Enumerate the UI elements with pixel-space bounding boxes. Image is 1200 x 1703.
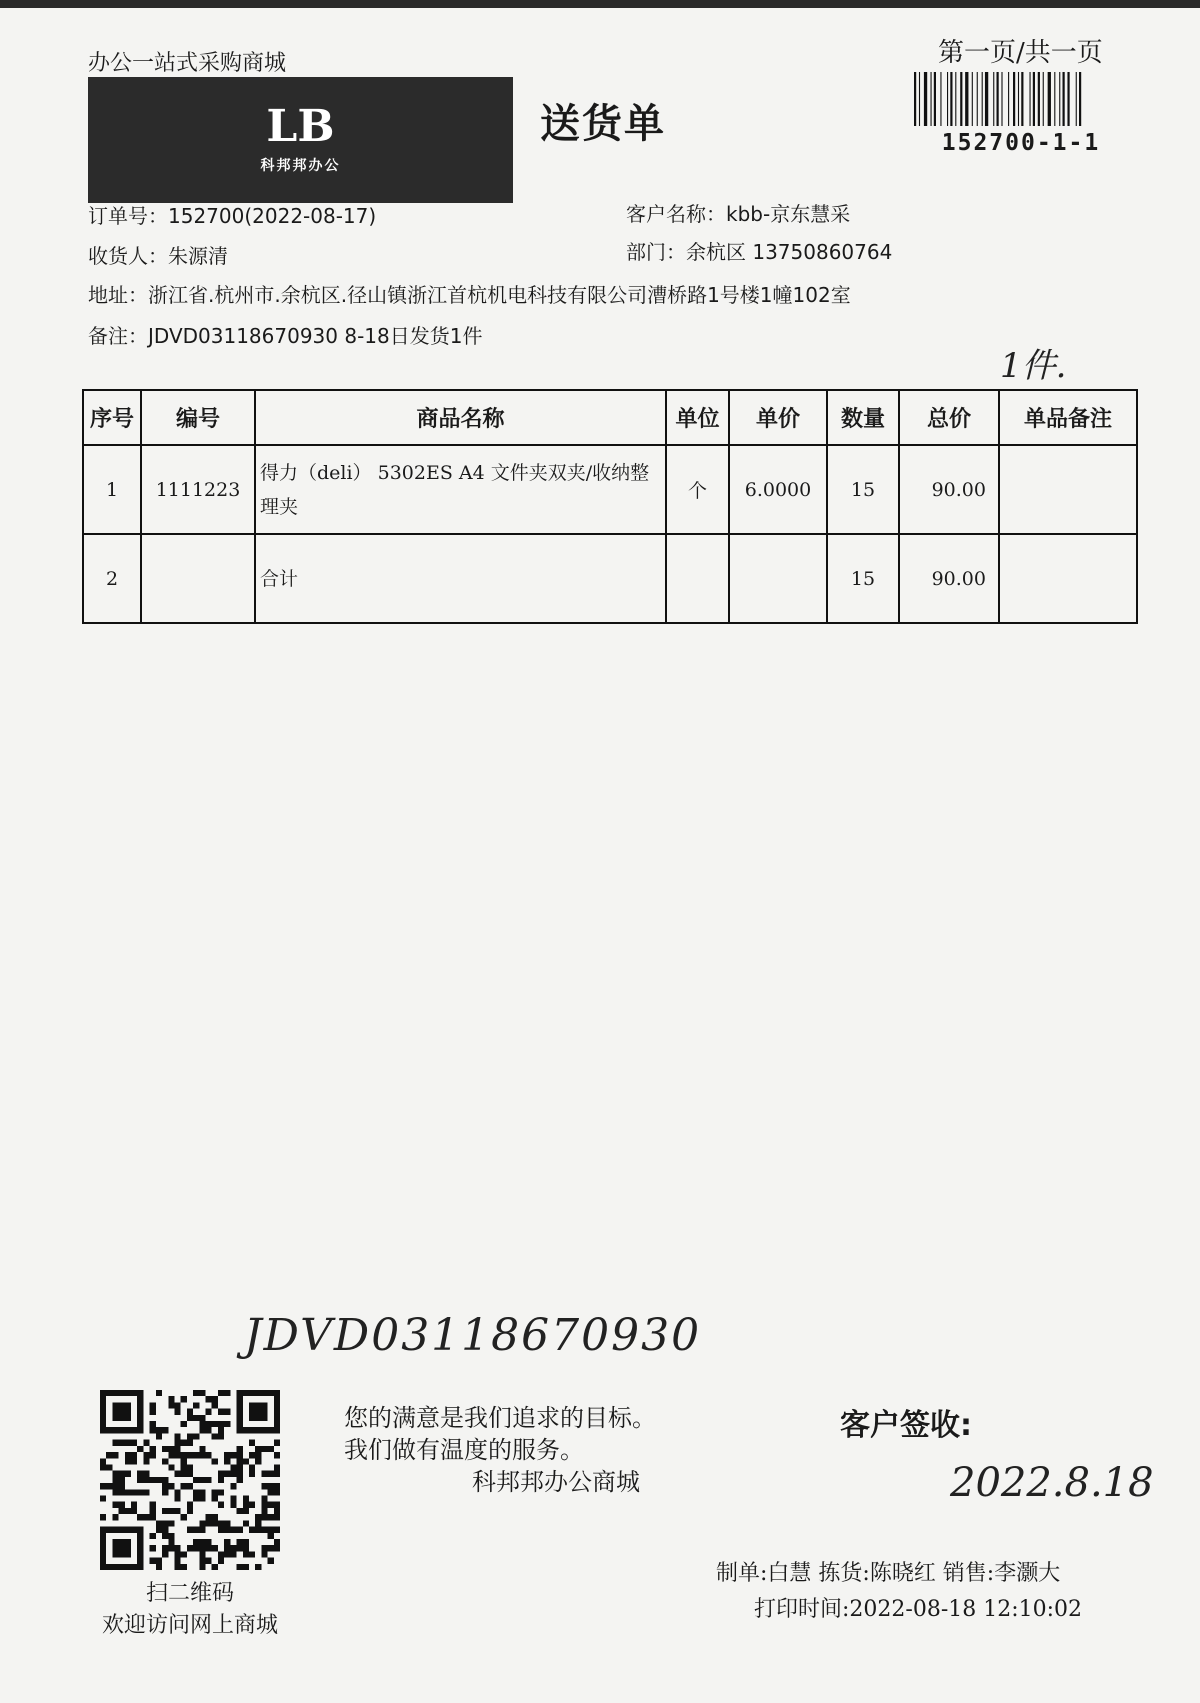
- staff-line: 制单:白慧 拣货:陈晓红 销售:李灏大: [716, 1561, 1061, 1586]
- cell-item-note: [999, 534, 1137, 623]
- cell-code: 1111223: [141, 445, 255, 534]
- qr-caption-visit: 欢迎访问网上商城: [101, 1613, 278, 1638]
- header-item-note: 单品备注: [999, 390, 1137, 445]
- barcode: [914, 72, 1128, 126]
- header-quantity: 数量: [827, 390, 899, 445]
- header-unit-price: 单价: [729, 390, 827, 445]
- handwritten-tracking-number: JDVD03118670930: [244, 1310, 702, 1361]
- company-logo: [88, 77, 513, 203]
- cell-unit-price: [729, 534, 827, 623]
- logo-mark: LB: [266, 101, 335, 152]
- cell-product-name: 得力（deli） 5302ES A4 文件夹双夹/收纳整理夹: [255, 445, 666, 534]
- header-product-name: 商品名称: [255, 390, 666, 445]
- cell-quantity: 15: [827, 534, 899, 623]
- items-table: [82, 389, 1138, 624]
- cell-total: 90.00: [899, 534, 999, 623]
- department: 部门：余杭区 13750860764: [626, 240, 893, 264]
- handwritten-sign-date: 2022.8.18: [950, 1460, 1154, 1506]
- qr-code: [100, 1390, 280, 1570]
- slogan-line-3: 科邦邦办公商城: [472, 1468, 640, 1496]
- barcode-number: 152700-1-1: [941, 130, 1101, 156]
- header-seq: 序号: [83, 390, 141, 445]
- header-total: 总价: [899, 390, 999, 445]
- header-code: 编号: [141, 390, 255, 445]
- cell-quantity: 15: [827, 445, 899, 534]
- order-number: 订单号：152700(2022-08-17): [88, 204, 377, 228]
- cell-item-note: [999, 445, 1137, 534]
- cell-code: [141, 534, 255, 623]
- customer-name: 客户名称：kbb-京东慧采: [626, 202, 851, 226]
- remark: 备注：JDVD03118670930 8-18日发货1件: [88, 324, 483, 348]
- slogan-line-1: 您的满意是我们追求的目标。: [344, 1404, 656, 1432]
- cell-unit: [666, 534, 729, 623]
- cell-product-name: 合计: [255, 534, 666, 623]
- qr-caption-scan: 扫二维码: [145, 1581, 234, 1606]
- mall-name: 办公一站式采购商城: [88, 51, 287, 76]
- cell-unit: 个: [666, 445, 729, 534]
- print-time: 打印时间:2022-08-18 12:10:02: [754, 1597, 1083, 1622]
- handwritten-quantity-note: 1件.: [1000, 346, 1067, 386]
- cell-total: 90.00: [899, 445, 999, 534]
- table-row: [83, 534, 1137, 623]
- receiver: 收货人：朱源清: [88, 244, 228, 268]
- logo-text: 科邦邦办公: [260, 158, 341, 174]
- table-row: [83, 445, 1137, 534]
- cell-seq: 2: [83, 534, 141, 623]
- slogan-line-2: 我们做有温度的服务。: [344, 1436, 584, 1464]
- header-unit: 单位: [666, 390, 729, 445]
- scan-top-edge: [0, 0, 1200, 8]
- address: 地址：浙江省.杭州市.余杭区.径山镇浙江首杭机电科技有限公司漕桥路1号楼1幢102室: [88, 283, 851, 307]
- page-indicator: 第一页/共一页: [938, 38, 1103, 68]
- cell-seq: 1: [83, 445, 141, 534]
- document-title: 送货单: [540, 100, 666, 147]
- customer-sign-label: 客户签收:: [840, 1408, 972, 1443]
- cell-unit-price: 6.0000: [729, 445, 827, 534]
- table-header-row: [83, 390, 1137, 445]
